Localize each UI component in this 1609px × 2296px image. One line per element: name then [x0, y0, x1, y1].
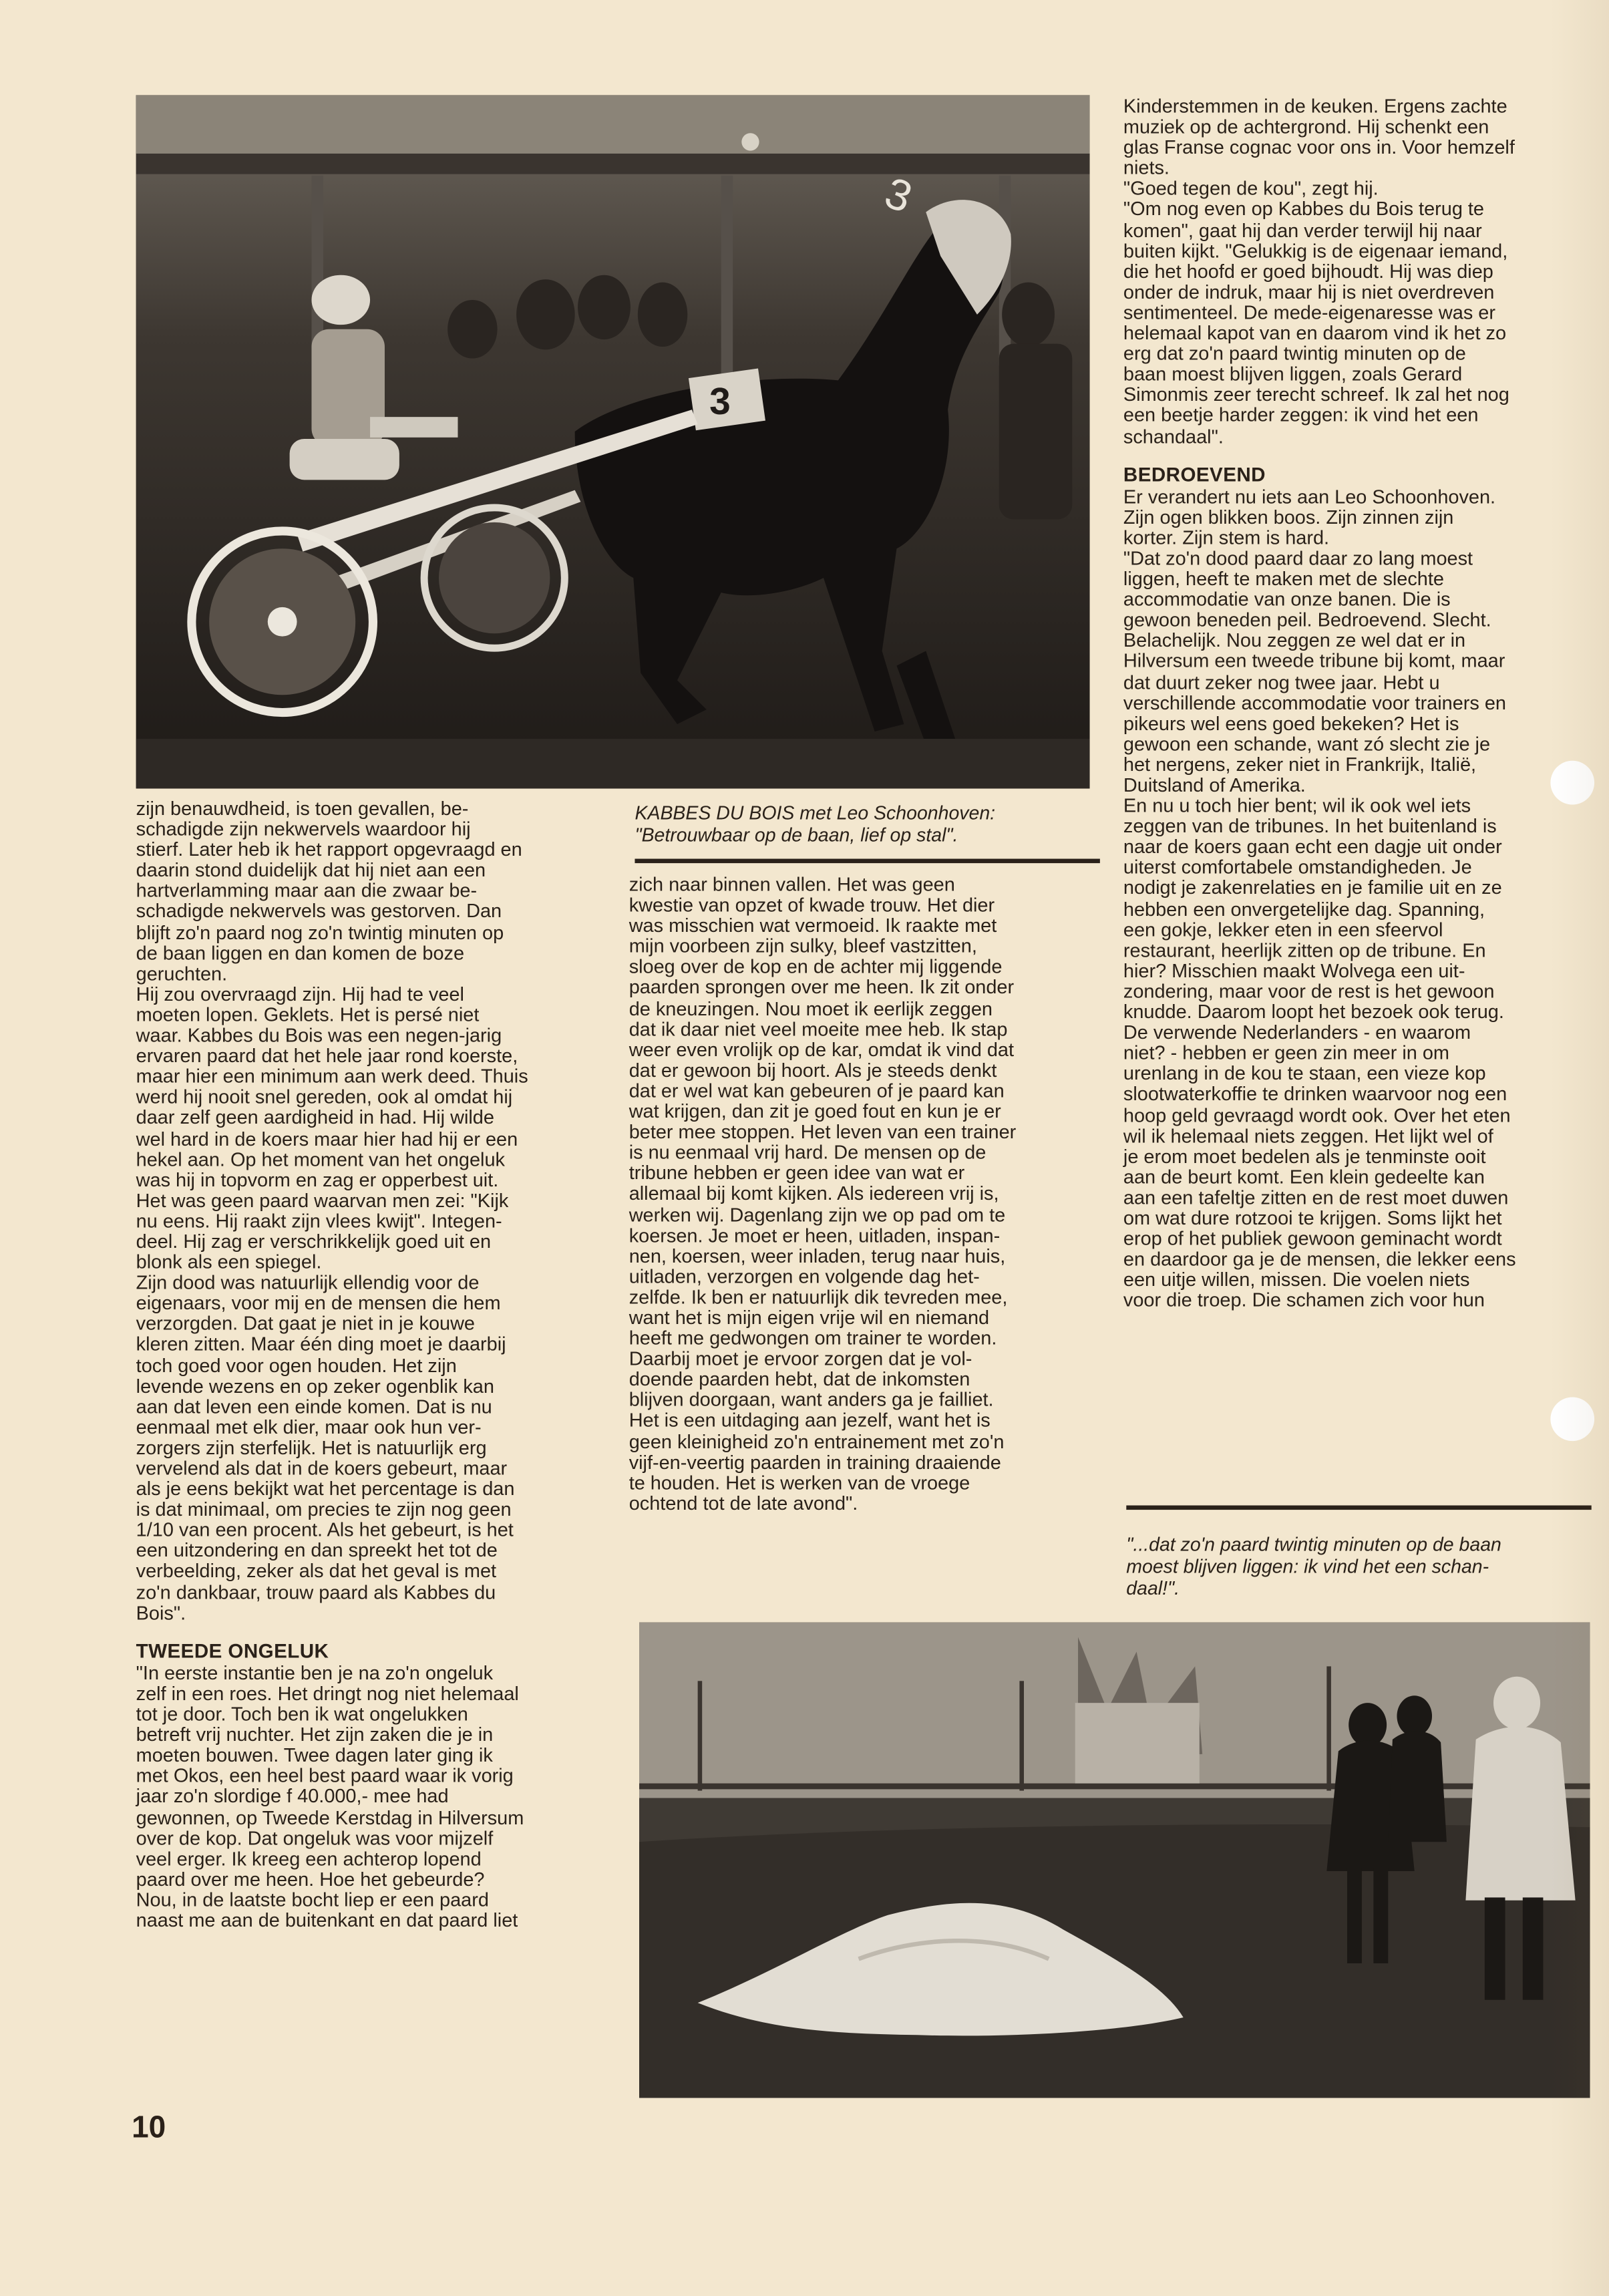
- text-line: eenmaal met elk dier, maar ook hun ver-: [136, 1416, 482, 1438]
- text-line: blijft zo'n paard nog zo'n twintig minuten op: [136, 921, 504, 943]
- text-line: dat duurt zeker nog twee jaar. Hebt u: [1123, 671, 1440, 693]
- text-line: met Okos, een heel best paard waar ik vorig: [136, 1764, 514, 1787]
- text-line: En nu u toch hier bent; wil ik ook wel iets: [1123, 794, 1471, 817]
- page-number: 10: [132, 2111, 166, 2145]
- column-right: [1123, 97, 1592, 1312]
- text-line: werken wij. Dagenlang zijn we op pad om te: [629, 1203, 1006, 1226]
- text-line: knudde. Daarom loopt het bezoek ook terug.: [1123, 1001, 1504, 1023]
- caption-line: daal!".: [1126, 1577, 1180, 1599]
- section-heading: BEDROEVEND: [1123, 463, 1266, 486]
- caption-line: KABBES DU BOIS met Leo Schoonhoven:: [635, 802, 996, 824]
- text-line: geruchten.: [136, 962, 228, 985]
- text-line: schadigde nekwervels was gestorven. Dan: [136, 900, 502, 923]
- caption-rule: [1126, 1506, 1591, 1510]
- text-line: wat krijgen, dan zit je goed fout en kun je er: [629, 1100, 1001, 1122]
- text-line: Duitsland of Amerika.: [1123, 774, 1306, 796]
- text-line: buiten kijkt. "Gelukkig is de eigenaar iemand,: [1123, 239, 1508, 262]
- text-line: vervelend als dat in de koers gebeurt, maar: [136, 1457, 508, 1480]
- text-line: hekel aan. Op het moment van het ongeluk: [136, 1148, 505, 1170]
- text-line: deel. Hij zag er verschrikkelijk goed uit en: [136, 1230, 492, 1253]
- text-line: aan de beurt komt. Een klein gedeelte kan: [1123, 1165, 1485, 1188]
- text-line: wil ik helemaal niets zeggen. Het lijkt wel of: [1123, 1124, 1493, 1147]
- harness-horse-image: [136, 95, 1090, 788]
- text-line: nen, koersen, weer inladen, terug naar huis,: [629, 1245, 1006, 1267]
- text-line: uiterst comfortabele omstandigheden. Je: [1123, 856, 1472, 878]
- text-line: Er verandert nu iets aan Leo Schoonhoven.: [1123, 485, 1496, 508]
- caption-line: "Betrouwbaar op de baan, lief op stal".: [635, 823, 958, 846]
- text-line: naar de koers gaan echt een dagje uit onder: [1123, 836, 1502, 858]
- text-line: schandaal".: [1123, 425, 1224, 448]
- text-line: sentimenteel. De mede-eigenaresse was er: [1123, 301, 1495, 323]
- text-line: daarin stond duidelijk dat hij niet aan een: [136, 859, 486, 881]
- text-line: nu eens. Hij raakt zijn vlees kwijt". Integen-: [136, 1209, 502, 1232]
- text-line: gewoon beneden peil. Bedroevend. Slecht.: [1123, 609, 1491, 631]
- text-line: glas Franse cognac voor ons in. Voor hemzelf: [1123, 136, 1515, 158]
- text-line: naast me aan de buitenkant en dat paard liet: [136, 1909, 518, 1931]
- text-line: allemaal bij komt kijken. Als iedereen vrij is,: [629, 1182, 999, 1205]
- bottom-photo-caption: [1126, 1533, 1594, 1599]
- text-line: liggen, heeft te maken met de slechte: [1123, 567, 1444, 590]
- text-line: pikeurs wel eens goed bekeken? Het is: [1123, 711, 1459, 734]
- text-line: over de kop. Dat ongeluk was voor mijzelf: [136, 1826, 494, 1849]
- text-line: zondering, maar voor de rest is het gewoon: [1123, 980, 1495, 1003]
- text-line: wel hard in de koers maar hier had hij er een: [136, 1127, 518, 1150]
- text-line: verzorgden. Dat gaat je niet in je kouwe: [136, 1313, 475, 1335]
- text-line: zelf in een roes. Het dringt nog niet helemaal: [136, 1682, 519, 1705]
- text-line: want het is mijn eigen vrije wil en niemand: [629, 1306, 990, 1329]
- text-line: Zijn dood was natuurlijk ellendig voor de: [136, 1271, 480, 1294]
- text-line: je erom moet bedelen als je tenminste ooit: [1123, 1145, 1486, 1167]
- text-line: is dat minimaal, om precies te zijn nog geen: [136, 1498, 512, 1520]
- text-line: "Om nog even op Kabbes du Bois terug te: [1123, 198, 1484, 220]
- text-line: Zijn ogen blikken boos. Zijn zinnen zijn: [1123, 506, 1454, 528]
- text-line: een uitje willen, missen. Die voelen niets: [1123, 1269, 1470, 1291]
- text-line: erg dat zo'n paard twintig minuten op de: [1123, 342, 1466, 365]
- text-line: dat er gewoon bij hoort. Als je steeds denkt: [629, 1059, 997, 1082]
- text-line: en daardoor ga je de mensen, die lekker eens: [1123, 1248, 1516, 1271]
- text-line: helemaal kapot van en daarom vind ik het zo: [1123, 321, 1507, 344]
- text-line: Belachelijk. Nou zeggen ze wel dat er in: [1123, 629, 1466, 652]
- text-line: "Dat zo'n dood paard daar zo lang moest: [1123, 546, 1473, 569]
- text-line: de kneuzingen. Nou moet ik eerlijk zeggen: [629, 997, 993, 1019]
- text-line: doende paarden hebt, dat de inkomsten: [629, 1368, 970, 1391]
- text-line: Hilversum een tweede tribune bij komt, maar: [1123, 650, 1505, 673]
- text-line: een uitzondering en dan spreekt het tot de: [136, 1539, 498, 1562]
- text-line: gewonnen, op Tweede Kerstdag in Hilversum: [136, 1806, 524, 1828]
- text-line: "Goed tegen de kou", zegt hij.: [1123, 177, 1379, 200]
- text-line: een beetje harder zeggen: ik vind het een: [1123, 404, 1479, 427]
- text-line: hier? Misschien maakt Wolvega een uit-: [1123, 959, 1465, 982]
- text-line: "In eerste instantie ben je na zo'n ongeluk: [136, 1661, 494, 1684]
- text-line: zijn benauwdheid, is toen gevallen, be-: [136, 797, 469, 820]
- text-line: gewoon een schande, want zó slecht zie je: [1123, 732, 1491, 755]
- caption-rule: [635, 859, 1099, 864]
- text-line: verschillende accommodatie voor trainers en: [1123, 691, 1507, 713]
- text-line: moeten lopen. Geklets. Het is persé niet: [136, 1003, 480, 1026]
- text-line: zorgers zijn sterfelijk. Het is natuurlijk erg: [136, 1436, 487, 1459]
- text-line: vijf-en-veertig paarden in training draaiende: [629, 1450, 1001, 1473]
- text-line: tribune hebben er geen idee van wat er: [629, 1162, 965, 1184]
- text-line: paarden sprongen over me heen. Ik zit onder: [629, 976, 1015, 999]
- text-line: urenlang in de kou te staan, een vieze kop: [1123, 1062, 1486, 1085]
- text-line: ochtend tot de late avond".: [629, 1492, 858, 1514]
- text-line: daar zelf geen aardigheid in had. Hij wilde: [136, 1106, 494, 1129]
- text-line: zich naar binnen vallen. Het was geen: [629, 873, 955, 896]
- covered-horse-image: [639, 1623, 1590, 2098]
- text-line: Het was geen paard waarvan men zei: "Kijk: [136, 1188, 509, 1211]
- text-line: aan dat leven een einde komen. Dat is nu: [136, 1395, 492, 1418]
- text-line: de baan liggen en dan komen de boze: [136, 941, 465, 964]
- text-line: korter. Zijn stem is hard.: [1123, 526, 1330, 548]
- text-line: Simonmis zeer terecht schreef. Ik zal het nog: [1123, 383, 1509, 406]
- text-line: betreft vrij nuchter. Het zijn zaken die je in: [136, 1724, 494, 1746]
- text-line: De verwende Nederlanders - en waarom: [1123, 1021, 1471, 1043]
- page-edge-shade: [1550, 0, 1609, 2296]
- text-line: 1/10 van een procent. Als het gebeurt, is het: [136, 1518, 514, 1541]
- text-line: accommodatie van onze banen. Die is: [1123, 588, 1451, 611]
- text-line: het nergens, zeker niet in Frankrijk, Italië,: [1123, 753, 1477, 776]
- column-left: [136, 799, 601, 1931]
- text-line: hoop geld gevraagd wordt ook. Over het eten: [1123, 1104, 1511, 1126]
- caption-line: "...dat zo'n paard twintig minuten op de baan: [1126, 1533, 1501, 1555]
- text-line: komen", gaat hij dan verder terwijl hij naar: [1123, 218, 1482, 241]
- text-line: uitladen, verzorgen en volgende dag het-: [629, 1265, 980, 1287]
- text-line: tot je door. Toch ben ik wat ongelukken: [136, 1703, 468, 1726]
- text-line: weer even vrolijk op de kar, omdat ik vind dat: [629, 1038, 1015, 1061]
- text-line: zeggen van de tribunes. In het buitenland is: [1123, 815, 1497, 838]
- text-line: blijven doorgaan, want anders ga je failliet.: [629, 1389, 994, 1411]
- text-line: was misschien wat vermoeid. Ik raakte met: [629, 915, 997, 937]
- top-photo-caption: [635, 802, 1103, 846]
- text-line: erop of het publiek gewoon geminacht wordt: [1123, 1227, 1502, 1250]
- text-line: jaar zo'n slordige f 40.000,- mee had: [136, 1785, 449, 1808]
- text-line: aan een tafeltje zitten en de rest moet duwen: [1123, 1186, 1509, 1208]
- text-line: eigenaars, voor mij en de mensen die hem: [136, 1292, 501, 1315]
- text-line: om wat dure rotzooi te krijgen. Soms lijkt het: [1123, 1206, 1502, 1229]
- svg-text:3: 3: [709, 379, 731, 423]
- text-line: dat er wel wat kan gebeuren of je paard kan: [629, 1080, 1005, 1102]
- caption-line: moest blijven liggen: ik vind het een schan-: [1126, 1554, 1489, 1577]
- text-line: koersen. Je moet er heen, uitladen, inspan-: [629, 1224, 1001, 1246]
- text-line: kwestie van opzet of kwade trouw. Het dier: [629, 894, 995, 917]
- photo-harness-horse: [136, 95, 1090, 788]
- text-line: die het hoofd er goed bijhoudt. Hij was diep: [1123, 260, 1493, 283]
- text-line: Hij zou overvraagd zijn. Hij had te veel: [136, 983, 464, 1005]
- text-line: Kinderstemmen in de keuken. Ergens zachte: [1123, 95, 1507, 118]
- photo-covered-horse: [639, 1623, 1590, 2098]
- text-line: paard over me heen. Hoe het gebeurde?: [136, 1868, 485, 1891]
- text-line: sloeg over de kop en de achter mij liggende: [629, 955, 1003, 978]
- text-line: voor die troep. Die schamen zich voor hun: [1123, 1289, 1485, 1311]
- text-line: blonk als een spiegel.: [136, 1251, 322, 1273]
- text-line: veel erger. Ik kreeg een achterop lopend: [136, 1847, 482, 1870]
- text-line: muziek op de achtergrond. Hij schenkt een: [1123, 116, 1489, 138]
- text-line: waar. Kabbes du Bois was een negen-jarig: [136, 1024, 502, 1046]
- text-line: maar hier een minimum aan werk deed. Thuis: [136, 1065, 528, 1088]
- text-line: was hij in topvorm en zag er opperbest uit.: [136, 1168, 499, 1190]
- text-line: Het is een uitdaging aan jezelf, want het is: [629, 1409, 991, 1432]
- text-line: Bois".: [136, 1601, 186, 1624]
- text-line: schadigde zijn nekwervels waardoor hij: [136, 818, 471, 840]
- text-line: niet? - hebben er geen zin meer in om: [1123, 1041, 1449, 1064]
- text-line: niets.: [1123, 156, 1170, 179]
- text-line: Daarbij moet je ervoor zorgen dat je vol-: [629, 1347, 972, 1370]
- text-line: dat ik daar niet veel moeite mee heb. Ik stap: [629, 1017, 1008, 1040]
- text-line: zo'n dankbaar, trouw paard als Kabbes du: [136, 1581, 496, 1603]
- text-line: te houden. Het is werken van de vroege: [629, 1471, 970, 1494]
- column-middle: [629, 875, 1097, 1514]
- text-line: kleren zitten. Maar één ding moet je daarbij: [136, 1333, 506, 1355]
- text-line: Nou, in de laatste bocht liep er een paard: [136, 1889, 489, 1911]
- text-line: restaurant, heerlijk zitten op de tribune. En: [1123, 939, 1486, 961]
- text-line: moeten bouwen. Twee dagen later ging ik: [136, 1744, 493, 1766]
- text-line: onder de indruk, maar hij is niet overdreven: [1123, 281, 1495, 303]
- text-line: slootwaterkoffie te drinken waarvoor nog een: [1123, 1083, 1507, 1106]
- text-line: hartverlamming maar aan die zwaar be-: [136, 880, 478, 902]
- text-line: is nu eenmaal vrij hard. De mensen op de: [629, 1141, 987, 1164]
- text-line: beter mee stoppen. Het leven van een trainer: [629, 1120, 1017, 1143]
- text-line: hebben een onvergetelijke dag. Spanning,: [1123, 897, 1485, 920]
- text-line: als je eens bekijkt wat het percentage is dan: [136, 1478, 515, 1500]
- text-line: nodigt je zakenrelaties en je familie uit en ze: [1123, 876, 1502, 899]
- text-line: stierf. Later heb ik het rapport opgevraagd en: [136, 838, 522, 861]
- text-line: ervaren paard dat het hele jaar rond koerste,: [136, 1044, 518, 1067]
- text-line: geen kleinigheid zo'n entrainement met zo'n: [629, 1430, 1005, 1452]
- section-heading: TWEEDE ONGELUK: [136, 1639, 329, 1662]
- text-line: toch goed voor ogen houden. Het zijn: [136, 1353, 457, 1376]
- text-line: werd hij nooit snel gereden, ook al omdat hij: [136, 1086, 513, 1108]
- text-line: levende wezens en op zeker ogenblik kan: [136, 1374, 494, 1397]
- text-line: verbeelding, zeker als dat het geval is met: [136, 1560, 497, 1583]
- text-line: zelfde. Ik ben er natuurlijk dik tevreden mee,: [629, 1285, 1008, 1308]
- text-line: mijn voorbeen zijn sulky, bleef vastzitten,: [629, 935, 977, 957]
- text-line: een gokje, lekker eten in een sfeervol: [1123, 918, 1443, 941]
- text-line: heeft me gedwongen om trainer te worden.: [629, 1327, 997, 1349]
- text-line: baan moest blijven liggen, zoals Gerard: [1123, 363, 1463, 385]
- svg-text:3: 3: [878, 168, 919, 222]
